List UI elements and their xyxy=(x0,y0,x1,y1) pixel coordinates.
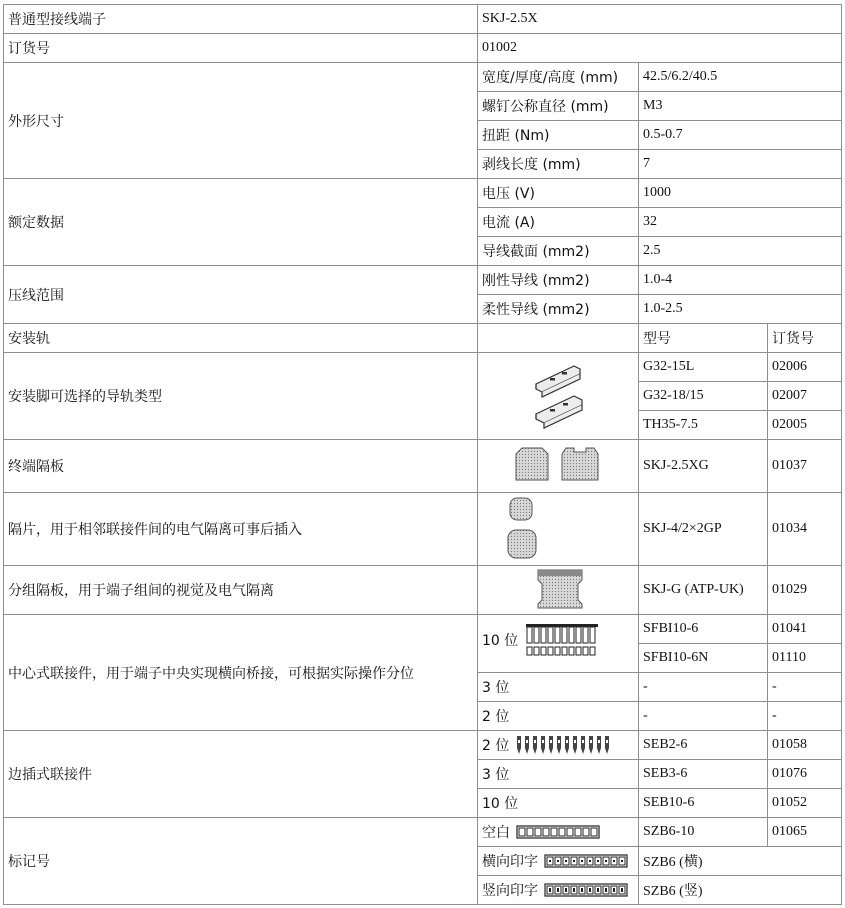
bridge-model: SEB10-6 xyxy=(639,789,768,818)
table-row xyxy=(4,353,842,382)
product-label: 普通型接线端子 xyxy=(4,5,478,34)
spec-value: 1000 xyxy=(639,179,842,208)
group-plate-icon xyxy=(478,566,639,615)
column-header-order: 订货号 xyxy=(768,324,842,353)
marker-order: 01065 xyxy=(768,818,842,847)
spec-key: 柔性导线 (mm2) xyxy=(478,295,639,324)
marker-strip-printed-icon xyxy=(544,883,628,897)
product-value: SKJ-2.5X xyxy=(478,5,842,34)
crimp-label: 压线范围 xyxy=(4,266,478,324)
group-plate-label: 分组隔板，用于端子组间的视觉及电气隔离 xyxy=(4,566,478,615)
center-bridge-icon xyxy=(524,623,602,657)
bridge-order: - xyxy=(768,702,842,731)
rails-label: 安装脚可选择的导轨类型 xyxy=(4,353,478,440)
table-row xyxy=(4,731,842,760)
rail-order: 02006 xyxy=(768,353,842,382)
rail-order: 02007 xyxy=(768,382,842,411)
bridge-order: 01041 xyxy=(768,615,842,644)
rail-order: 02005 xyxy=(768,411,842,440)
marker-cell xyxy=(478,876,639,905)
spec-key: 扭距 (Nm) xyxy=(478,121,639,150)
spec-value: 32 xyxy=(639,208,842,237)
end-plate-icon xyxy=(478,440,639,493)
position-label: 2 位 xyxy=(478,702,639,731)
marker-cell xyxy=(478,818,639,847)
spec-key: 螺钉公称直径 (mm) xyxy=(478,92,639,121)
marker-model: SZB6 (竖) xyxy=(639,876,842,905)
end-plate-model: SKJ-2.5XG xyxy=(639,440,768,493)
table-row xyxy=(4,63,842,92)
marker-label: 标记号 xyxy=(4,818,478,905)
spec-value: 1.0-2.5 xyxy=(639,295,842,324)
marker-strip-printed-icon xyxy=(544,854,628,868)
bridge-model: SEB3-6 xyxy=(639,760,768,789)
end-plate-order: 01037 xyxy=(768,440,842,493)
partition-model: SKJ-4/2×2GP xyxy=(639,493,768,566)
position-label: 2 位 xyxy=(482,738,510,754)
marker-cell xyxy=(478,847,639,876)
bridge-model: SEB2-6 xyxy=(639,731,768,760)
table-row xyxy=(4,818,842,847)
bridge-model: - xyxy=(639,702,768,731)
order-value: 01002 xyxy=(478,34,842,63)
bridge-model: SFBI10-6N xyxy=(639,644,768,673)
marker-model: SZB6 (横) xyxy=(639,847,842,876)
rail-model: TH35-7.5 xyxy=(639,411,768,440)
spec-key: 剥线长度 (mm) xyxy=(478,150,639,179)
spec-key: 电流 (A) xyxy=(478,208,639,237)
marker-model: SZB6-10 xyxy=(639,818,768,847)
spec-value: 1.0-4 xyxy=(639,266,842,295)
partition-label: 隔片，用于相邻联接件间的电气隔离可事后插入 xyxy=(4,493,478,566)
position-label: 10 位 xyxy=(478,789,639,818)
spec-key: 电压 (V) xyxy=(478,179,639,208)
position-label: 3 位 xyxy=(478,760,639,789)
center-bridge-cell xyxy=(478,615,639,673)
side-bridge-label: 边插式联接件 xyxy=(4,731,478,818)
column-header-model: 型号 xyxy=(639,324,768,353)
bridge-order: 01076 xyxy=(768,760,842,789)
empty-cell xyxy=(478,324,639,353)
table-row xyxy=(4,615,842,644)
bridge-order: - xyxy=(768,673,842,702)
position-label: 空白 xyxy=(482,825,510,841)
dimensions-label: 外形尺寸 xyxy=(4,63,478,179)
position-label: 横向印字 xyxy=(482,854,538,870)
table-row xyxy=(4,179,842,208)
side-bridge-cell xyxy=(478,731,639,760)
table-row xyxy=(4,324,842,353)
table-row xyxy=(4,440,842,493)
bridge-order: 01058 xyxy=(768,731,842,760)
rail-model: G32-15L xyxy=(639,353,768,382)
spec-value: 42.5/6.2/40.5 xyxy=(639,63,842,92)
bridge-order: 01110 xyxy=(768,644,842,673)
spec-key: 刚性导线 (mm2) xyxy=(478,266,639,295)
spec-value: 0.5-0.7 xyxy=(639,121,842,150)
spec-value: 7 xyxy=(639,150,842,179)
table-row xyxy=(4,566,842,615)
center-bridge-label: 中心式联接件，用于端子中央实现横向桥接，可根据实际操作分位 xyxy=(4,615,478,731)
bridge-model: - xyxy=(639,673,768,702)
spec-value: 2.5 xyxy=(639,237,842,266)
rail-header-label: 安装轨 xyxy=(4,324,478,353)
side-bridge-icon xyxy=(515,734,611,756)
table-row xyxy=(4,493,842,566)
marker-strip-icon xyxy=(516,825,600,839)
spec-value: M3 xyxy=(639,92,842,121)
position-label: 竖向印字 xyxy=(482,883,538,899)
spec-key: 导线截面 (mm2) xyxy=(478,237,639,266)
order-label: 订货号 xyxy=(4,34,478,63)
table-row xyxy=(4,5,842,34)
spec-table xyxy=(3,4,842,905)
table-row xyxy=(4,34,842,63)
bridge-model: SFBI10-6 xyxy=(639,615,768,644)
partition-order: 01034 xyxy=(768,493,842,566)
spec-key: 宽度/厚度/高度 (mm) xyxy=(478,63,639,92)
bridge-order: 01052 xyxy=(768,789,842,818)
position-label: 10 位 xyxy=(482,633,519,649)
din-rail-icon xyxy=(478,353,639,440)
position-label: 3 位 xyxy=(478,673,639,702)
rated-label: 额定数据 xyxy=(4,179,478,266)
group-plate-order: 01029 xyxy=(768,566,842,615)
partition-plate-icon xyxy=(478,493,639,566)
table-row xyxy=(4,266,842,295)
group-plate-model: SKJ-G (ATP-UK) xyxy=(639,566,768,615)
end-plate-label: 终端隔板 xyxy=(4,440,478,493)
rail-model: G32-18/15 xyxy=(639,382,768,411)
